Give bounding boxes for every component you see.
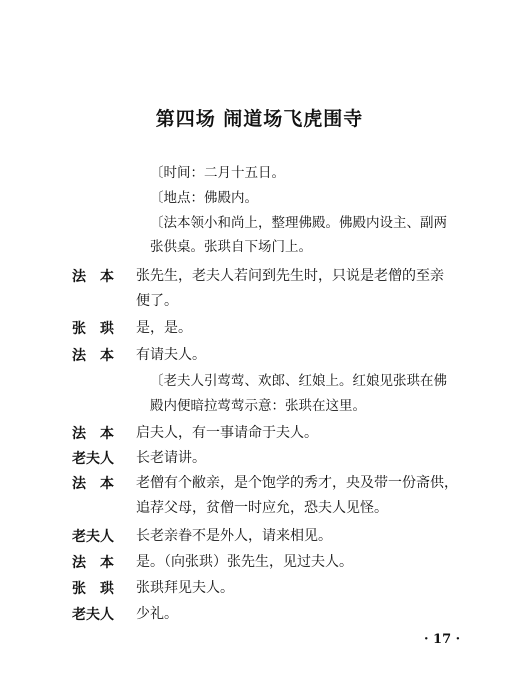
speaker-faben: 法 本	[72, 476, 114, 492]
page-number: · 17 ·	[424, 632, 461, 647]
speaker-laofuren: 老夫人	[72, 529, 114, 545]
dialogue-line: 长老亲眷不是外人，请来相见。	[136, 528, 332, 544]
speaker-faben: 法 本	[72, 426, 114, 442]
dialogue-line: 长老请讲。	[136, 450, 206, 466]
stage-direction-action-2: 张供桌。张珙自下场门上。	[150, 239, 312, 255]
speaker-laofuren: 老夫人	[72, 607, 114, 623]
stage-direction-action-1: 〔法本领小和尚上，整理佛殿。佛殿内设主、副两	[150, 215, 447, 231]
dialogue-line: 有请夫人。	[136, 347, 206, 363]
scene-title: 第四场 闹道场飞虎围寺	[155, 108, 364, 130]
stage-direction-place: 〔地点：佛殿内。	[150, 190, 258, 206]
speaker-faben: 法 本	[72, 269, 114, 285]
dialogue-line: 老僧有个敝亲，是个饱学的秀才，央及带一份斋供，	[136, 475, 458, 491]
speaker-faben: 法 本	[72, 555, 114, 571]
dialogue-line: 少礼。	[136, 606, 178, 622]
dialogue-line: 张珙拜见夫人。	[136, 580, 234, 596]
speaker-zhanggong: 张 珙	[72, 581, 114, 597]
speaker-faben: 法 本	[72, 348, 114, 364]
speaker-zhanggong: 张 珙	[72, 321, 114, 337]
dialogue-line: 张先生，老夫人若问到先生时，只说是老僧的至亲	[136, 268, 444, 284]
dialogue-line: 是，是。	[136, 320, 192, 336]
stage-direction-cont: 殿内便暗拉莺莺示意：张珙在这里。	[150, 398, 366, 414]
dialogue-line: 是。（向张珙）张先生，见过夫人。	[136, 554, 353, 570]
stage-direction: 〔老夫人引莺莺、欢郎、红娘上。红娘见张珙在佛	[150, 373, 447, 389]
stage-direction-time: 〔时间：二月十五日。	[150, 165, 285, 181]
speaker-laofuren: 老夫人	[72, 451, 114, 467]
dialogue-line-cont: 追荐父母，贫僧一时应允，恐夫人见怪。	[136, 500, 388, 516]
dialogue-line: 启夫人，有一事请命于夫人。	[136, 425, 318, 441]
dialogue-line-cont: 便了。	[136, 293, 178, 309]
